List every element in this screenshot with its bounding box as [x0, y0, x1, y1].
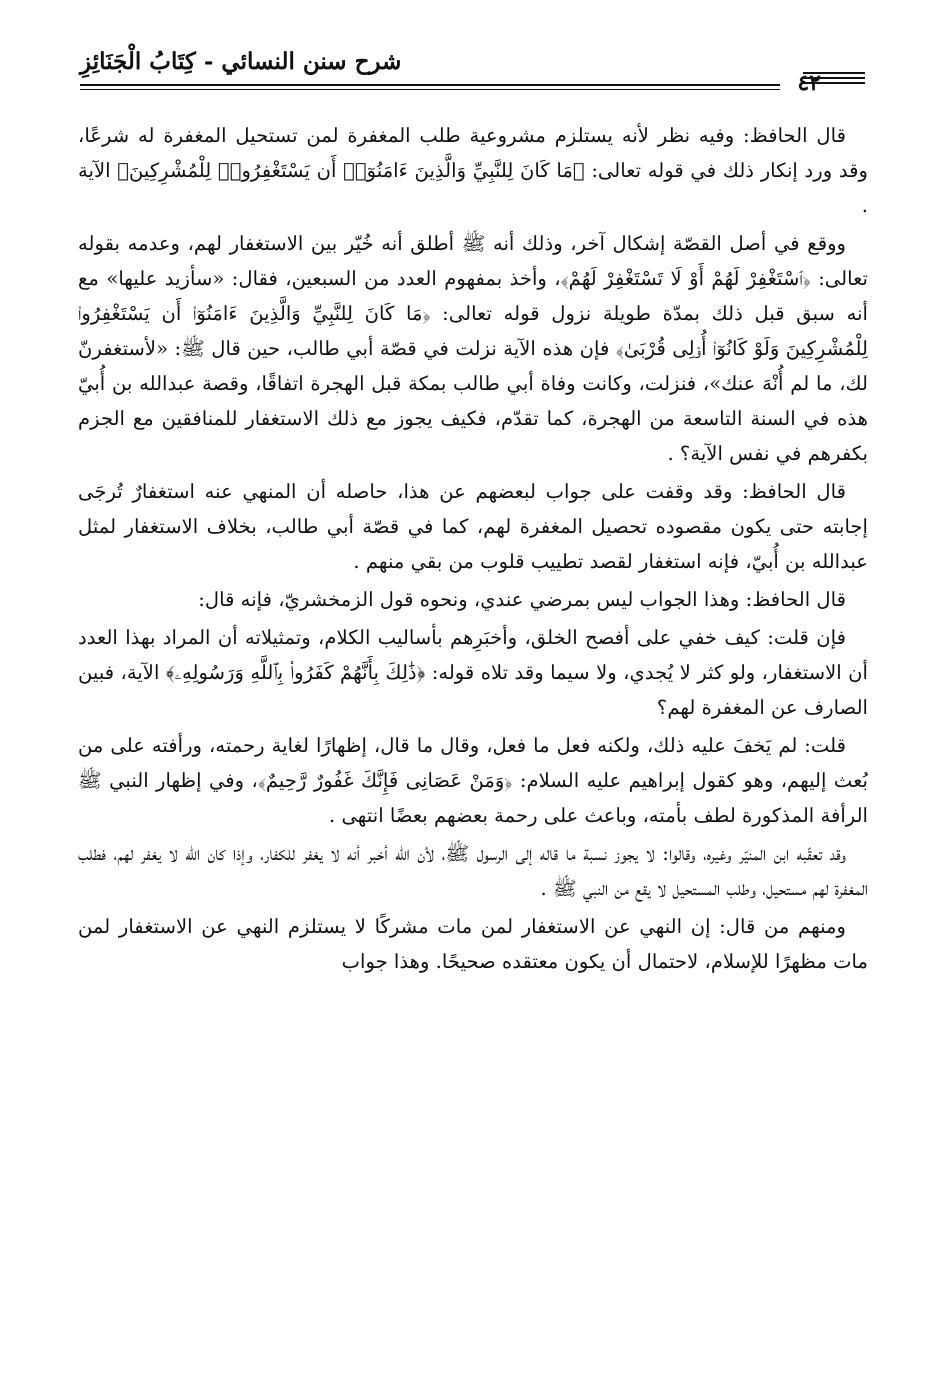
paragraph: ومنهم من قال: إن النهي عن الاستغفار لمن مات مشركًا لا يستلزم النهي عن الاستغفار لمن مات مظهرًا للإسلام، لاحتمال أن يكون معتقده صحيحًا. وهذا جواب — [78, 915, 868, 973]
header-rule — [80, 84, 780, 86]
page-body — [78, 118, 868, 982]
paragraph: قلت: لم يَخفَ عليه ذلك، ولكنه فعل ما فعل، وقال ما قال، إظهارًا لغاية رحمته، ورأفته على من بُعث إليهم، وهو كقول إبراهيم عليه السلام: ﴿وَمَنْ عَصَانِى فَإِنَّكَ غَفُورٌ رَّحِيمٌ﴾، وفي إظهار النبي ﷺ الرأفة المذكورة لطف بأمته، وباعث على رحمة بعضهم بعضًا انتهى . — [78, 734, 868, 827]
page-number-rule-top — [803, 72, 865, 74]
page-header — [80, 48, 865, 102]
paragraph: قال الحافظ: وقد وقفت على جواب لبعضهم عن هذا، حاصله أن المنهي عنه استغفارٌ تُرجَى إجابته حتى يكون مقصوده تحصيل المغفرة لهم، كما في قصّة أبي طالب، بخلاف الاستغفار لمثل عبدالله بن أُبيّ، فإنه استغفار لقصد تطييب قلوب من بقي منهم . — [78, 480, 868, 573]
paragraph: قال الحافظ: وهذا الجواب ليس بمرضي عندي، ونحوه قول الزمخشريّ، فإنه قال: — [198, 588, 846, 611]
page-number-rule-bottom — [803, 82, 865, 84]
paragraph: وقد تعقّبه ابن المنيّر وغيره، وقالوا: لا يجوز نسبة ما قاله إلى الرسول ﷺ، لأن الله أخبر أنه لا يغفر للكفار، وإذا كان الله لا يغفر لهم، فطلب المغفرة لهم مستحيل، وطلب المستحيل لا يقع من النبي ﷺ . — [78, 842, 868, 900]
running-title: شرح سنن النسائي - كِتَابُ الْجَنَائِزِ — [80, 48, 402, 75]
page-number-rule-middle — [803, 77, 865, 79]
header-rule-thin — [80, 89, 780, 90]
page-number: ٤٢ — [797, 70, 821, 96]
paragraph: ووقع في أصل القصّة إشكال آخر، وذلك أنه ﷺ أطلق أنه خُيّر بين الاستغفار لهم، وعدمه بقوله تعالى: ﴿ٱسْتَغْفِرْ لَهُمْ أَوْ لَا تَسْتَغْفِرْ لَهُمْ﴾، وأخذ بمفهوم العدد من السبعين، فقال: «سأزيد عليها» مع أنه سبق قبل ذلك بمدّة طويلة نزول قوله تعالى: ﴿مَا كَانَ لِلنَّبِيِّ وَالَّذِينَ ءَامَنُوٓا۟ أَن يَسْتَغْفِرُوا۟ لِلْمُشْرِكِينَ وَلَوْ كَانُوٓا۟ أُو۟لِى قُرْبَىٰ﴾ فإن هذه الآية نزلت في قصّة أبي طالب، حين قال ﷺ: «لأستغفرنّ لك، ما لم أُنْهَ عنك»، فنزلت، وكانت وفاة أبي طالب بمكة قبل الهجرة اتفاقًا، وقصة عبدالله بن أُبيّ هذه في السنة التاسعة من الهجرة، كما تقدّم، فكيف يجوز مع ذلك الاستغفار للمنافقين مع الجزم بكفرهم في نفس الآية؟ . — [78, 232, 868, 465]
paragraph: فإن قلت: كيف خفي على أفصح الخلق، وأخبَرِهم بأساليب الكلام، وتمثيلاته أن المراد بهذا العدد أن الاستغفار، ولو كثر لا يُجدي، ولا سيما وقد تلاه قوله: ﴿ذَٰلِكَ بِأَنَّهُمْ كَفَرُوا۟ بِٱللَّهِ وَرَسُولِهِۦ﴾ الآية، فبين الصارف عن المغفرة لهم؟ — [78, 626, 868, 719]
paragraph: قال الحافظ: وفيه نظر لأنه يستلزم مشروعية طلب المغفرة لمن تستحيل المغفرة له شرعًا، وقد ورد إنكار ذلك في قوله تعالى: ﴿مَا كَانَ لِلنَّبِيِّ وَالَّذِينَ ءَامَنُوٓا۟ أَن يَسْتَغْفِرُوا۟ لِلْمُشْرِكِينَ﴾ الآية . — [78, 124, 868, 217]
